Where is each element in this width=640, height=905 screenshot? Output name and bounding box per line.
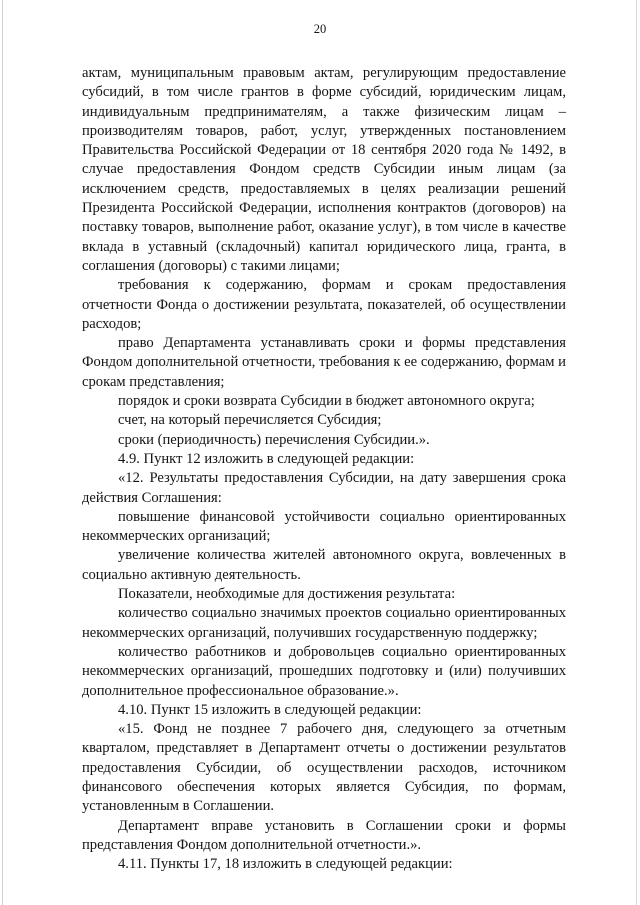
paragraph: Показатели, необходимые для достижения результата: bbox=[118, 586, 456, 603]
paragraph: счет, на который перечисляется Субсидия; bbox=[118, 412, 382, 429]
paragraph: повышение финансовой устойчивости социально ориентированных некоммерческих организаций; bbox=[82, 508, 566, 545]
paragraph: количество социально значимых проектов социально ориентированных некоммерческих организаций, получивших государственную поддержку; bbox=[82, 605, 566, 641]
paragraph: увеличение количества жителей автономного округа, вовлеченных в социально активную деятельность. bbox=[82, 547, 566, 583]
paragraph: количество работников и добровольцев социально ориентированных некоммерческих организаций, прошедших подготовку и (или) получивших дополнительное профессиональное образование.». bbox=[82, 643, 566, 699]
paragraph: «15. Фонд не позднее 7 рабочего дня, следующего за отчетным кварталом, представляет в Департамент отчеты о достижении результатов предоставления Субсидии, об осуществлении расходов, источником финансового обеспечения которых является Субсидия, по формам, установленным в Соглашении. bbox=[82, 721, 566, 815]
document-body bbox=[82, 64, 566, 874]
paragraph: сроки (периодичность) перечисления Субсидии.». bbox=[118, 431, 430, 448]
paragraph: порядок и сроки возврата Субсидии в бюджет автономного округа; bbox=[118, 393, 535, 410]
paragraph: 4.11. Пункты 17, 18 изложить в следующей редакции: bbox=[118, 856, 453, 873]
paragraph: право Департамента устанавливать сроки и формы представления Фондом дополнительной отчетности, требования к ее содержанию, формам и срокам представления; bbox=[82, 335, 566, 390]
paragraph: 4.9. Пункт 12 изложить в следующей редакции: bbox=[118, 450, 415, 467]
paragraph: 4.10. Пункт 15 изложить в следующей редакции: bbox=[118, 701, 422, 718]
paragraph: актам, муниципальным правовым актам, регулирующим предоставление субсидий, в том числе грантов в форме субсидий, юридическим лицам, индивидуальным предпринимателям, а также физическим лицам – производителям товаров, работ, услуг, утвержденных постановлением Правительства Российской Федерации от 18 сентября 2020 года № 1492, в случае предоставления Фондом средств Субсидии иным лицам (за исключением средств, предоставляемых в целях реализации решений Президента Российской Федерации, исполнения контрактов (договоров) на поставку товаров, выполнение работ, оказание услуг), в том числе в качестве вклада в уставный (складочный) капитал юридического лица, гранта, в соглашения (договоры) с такими лицами; bbox=[82, 65, 566, 274]
paragraph: «12. Результаты предоставления Субсидии, на дату завершения срока действия Соглашения: bbox=[82, 470, 566, 506]
scan-right-edge bbox=[636, 0, 637, 905]
page-number: 20 bbox=[313, 22, 327, 36]
paragraph: Департамент вправе установить в Соглашении сроки и формы представления Фондом дополнительной отчетности.». bbox=[82, 817, 566, 853]
paragraph: требования к содержанию, формам и срокам предоставления отчетности Фонда о достижении результата, показателей, об осуществлении расходов; bbox=[82, 277, 566, 332]
scan-left-edge bbox=[2, 0, 3, 905]
